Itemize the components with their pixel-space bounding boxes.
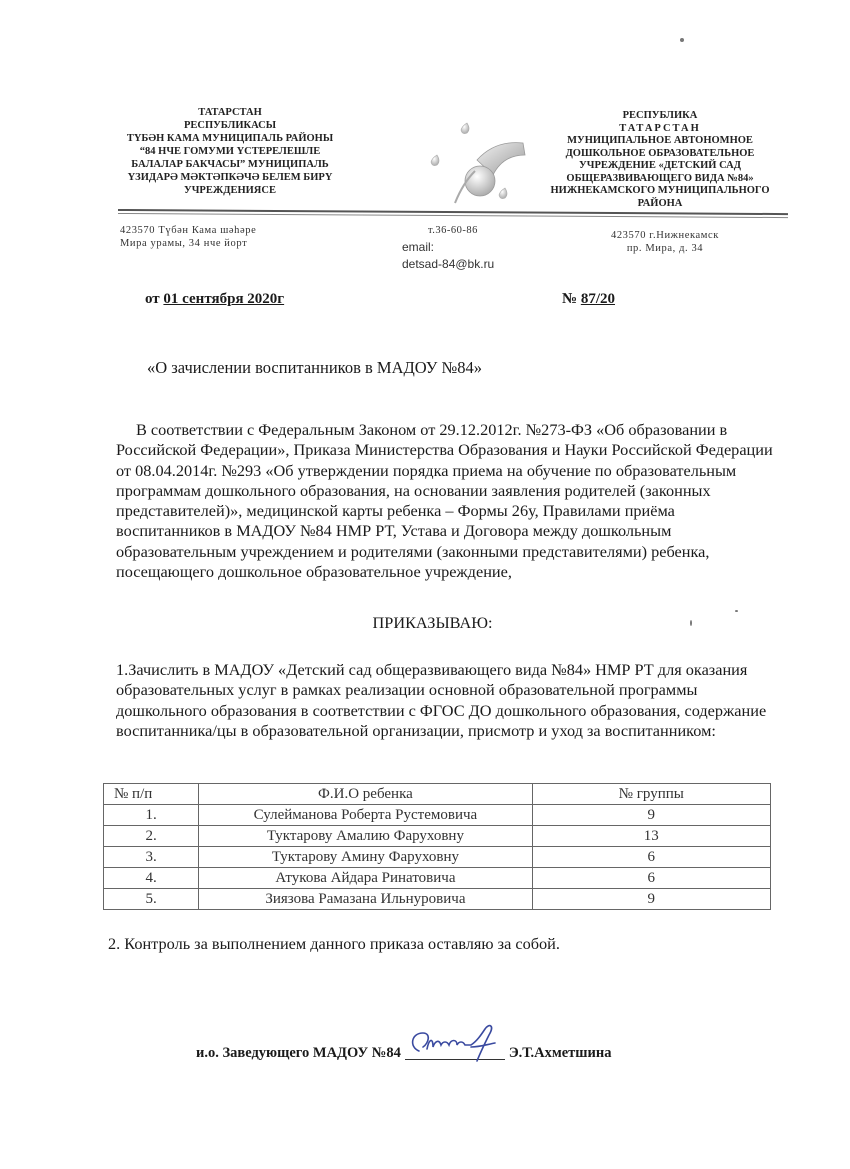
letterhead-right (540, 110, 780, 210)
letterhead-left-line: ТҮБӘН КАМА МУНИЦИПАЛЬ РАЙОНЫ (126, 133, 334, 144)
letterhead-left-line: ҮЗИДАРӘ МӘКТӘПКӘЧӘ БЕЛЕМ БИРҮ (127, 172, 333, 183)
letterhead-left-line: БАЛАЛАР БАКЧАСЫ” МУНИЦИПАЛЬ (131, 159, 329, 170)
address-tatar-line1: 423570 Түбән Кама шәһәре (120, 225, 257, 236)
table-row (104, 805, 771, 826)
table-row (104, 826, 771, 847)
letterhead-right-line: МУНИЦИПАЛЬНОЕ АВТОНОМНОЕ (567, 135, 753, 146)
address-russian-line1: 423570 г.Нижнекамск (610, 230, 720, 241)
signatory-name: Э.Т.Ахметшина (508, 1045, 612, 1061)
row-group: 9 (532, 805, 771, 826)
order-item-2: 2. Контроль за выполнением данного приказа оставляю за собой. (108, 934, 560, 953)
signature-block (196, 1043, 612, 1062)
enrollment-table (103, 783, 771, 910)
letterhead-right-line: ТАТАРСТАН (619, 122, 701, 134)
row-group: 6 (532, 847, 771, 868)
letterhead-left-line: РЕСПУБЛИКАСЫ (183, 120, 277, 131)
signature-line (405, 1043, 505, 1060)
table-row (104, 847, 771, 868)
scan-speck (735, 610, 738, 612)
letterhead-right-line: РАЙОНА (637, 197, 683, 209)
letterhead-left-line: ТАТАРСТАН (198, 107, 262, 118)
address-russian-line2: пр. Мира, д. 34 (626, 243, 704, 254)
row-number: 3. (104, 847, 199, 868)
table-row (104, 868, 771, 889)
signatory-position: и.о. Заведующего МАДОУ №84 (196, 1045, 401, 1061)
address-tatar (120, 224, 256, 250)
letterhead-left-line: УЧРЕЖДЕНИЯСЕ (184, 185, 276, 196)
preamble-paragraph: В соответствии с Федеральным Законом от 29.12.2012г. №273-ФЗ «Об образовании в Российской Федерации», Приказа Министерства Образования и Науки Российской Федерации от 08.04.2014г. №293 «Об утверждении порядка приема на обучение по образовательным программам дошкольного образования, на основании заявления родителей (законных представителей)», медицинской карты ребенка – Формы 26у, Правилами приёма воспитанников в МАДОУ №84 НМР РТ, Устава и Договора между дошкольным образовательным учреждением и родителями (законными представителями) ребенка, посещающего дошкольное образовательное учреждение, (116, 420, 773, 582)
row-group: 6 (532, 868, 771, 889)
row-group: 9 (532, 889, 771, 910)
row-number: 4. (104, 868, 199, 889)
header-group: № группы (532, 784, 771, 805)
order-number (562, 291, 615, 308)
letterhead-left-line: “84 НЧЕ ГОМУМИ ҮСТЕРЕЛЕШЛЕ (139, 146, 321, 157)
row-number: 5. (104, 889, 199, 910)
droplets-wave-logo-icon (415, 105, 535, 205)
table-header-row (104, 784, 771, 805)
order-item-1: 1.Зачислить в МАДОУ «Детский сад общеразвивающего вида №84» НМР РТ для оказания образовательных услуг в рамках реализации основной образовательной программы дошкольного образования в соответствии с ФГОС ДО дошкольного образования, содержание воспитанника/цы в образовательной организации, присмотр и уход за воспитанником: (116, 660, 767, 740)
row-child-name: Сулейманова Роберта Рустемовича (199, 805, 532, 826)
row-number: 1. (104, 805, 199, 826)
row-child-name: Атукова Айдара Ринатовича (199, 868, 532, 889)
phone-number: т.36-60-86 (428, 225, 478, 236)
row-child-name: Зиязова Рамазана Ильнуровича (199, 889, 532, 910)
letterhead-right-line: ОБЩЕРАЗВИВАЮЩЕГО ВИДА №84» (566, 172, 754, 184)
order-number-value: 87/20 (580, 291, 615, 307)
row-child-name: Туктарову Амалию Фаруховну (199, 826, 532, 847)
order-number-prefix: № (562, 291, 581, 307)
row-number: 2. (104, 826, 199, 847)
letterhead-right-line: РЕСПУБЛИКА (622, 110, 698, 121)
letterhead-right-line: ДОШКОЛЬНОЕ ОБРАЗОВАТЕЛЬНОЕ (565, 147, 755, 159)
scan-speck (680, 38, 684, 42)
row-group: 13 (532, 826, 771, 847)
scan-speck (690, 620, 692, 626)
order-date-value: 01 сентября 2020г (163, 291, 285, 307)
order-date (145, 291, 284, 308)
order-heading: ПРИКАЗЫВАЮ: (372, 613, 493, 632)
address-tatar-line2: Мира урамы, 34 нче йорт (120, 238, 248, 249)
order-date-prefix: от (145, 291, 164, 307)
table-row (104, 889, 771, 910)
handwritten-signature-icon (405, 1021, 505, 1065)
letterhead-left (110, 106, 350, 197)
email-block (402, 239, 494, 273)
email-label: email: (402, 240, 435, 254)
header-child-name: Ф.И.О ребенка (199, 784, 532, 805)
row-child-name: Туктарову Амину Фаруховну (199, 847, 532, 868)
order-title: «О зачислении воспитанников в МАДОУ №84» (147, 358, 483, 377)
letterhead-right-line: НИЖНЕКАМСКОГО МУНИЦИПАЛЬНОГО (550, 185, 770, 196)
email-address[interactable]: detsad-84@bk.ru (402, 257, 495, 271)
letterhead-right-line: УЧРЕЖДЕНИЕ «ДЕТСКИЙ САД (579, 160, 741, 171)
address-russian (580, 229, 750, 255)
header-number: № п/п (104, 784, 199, 805)
